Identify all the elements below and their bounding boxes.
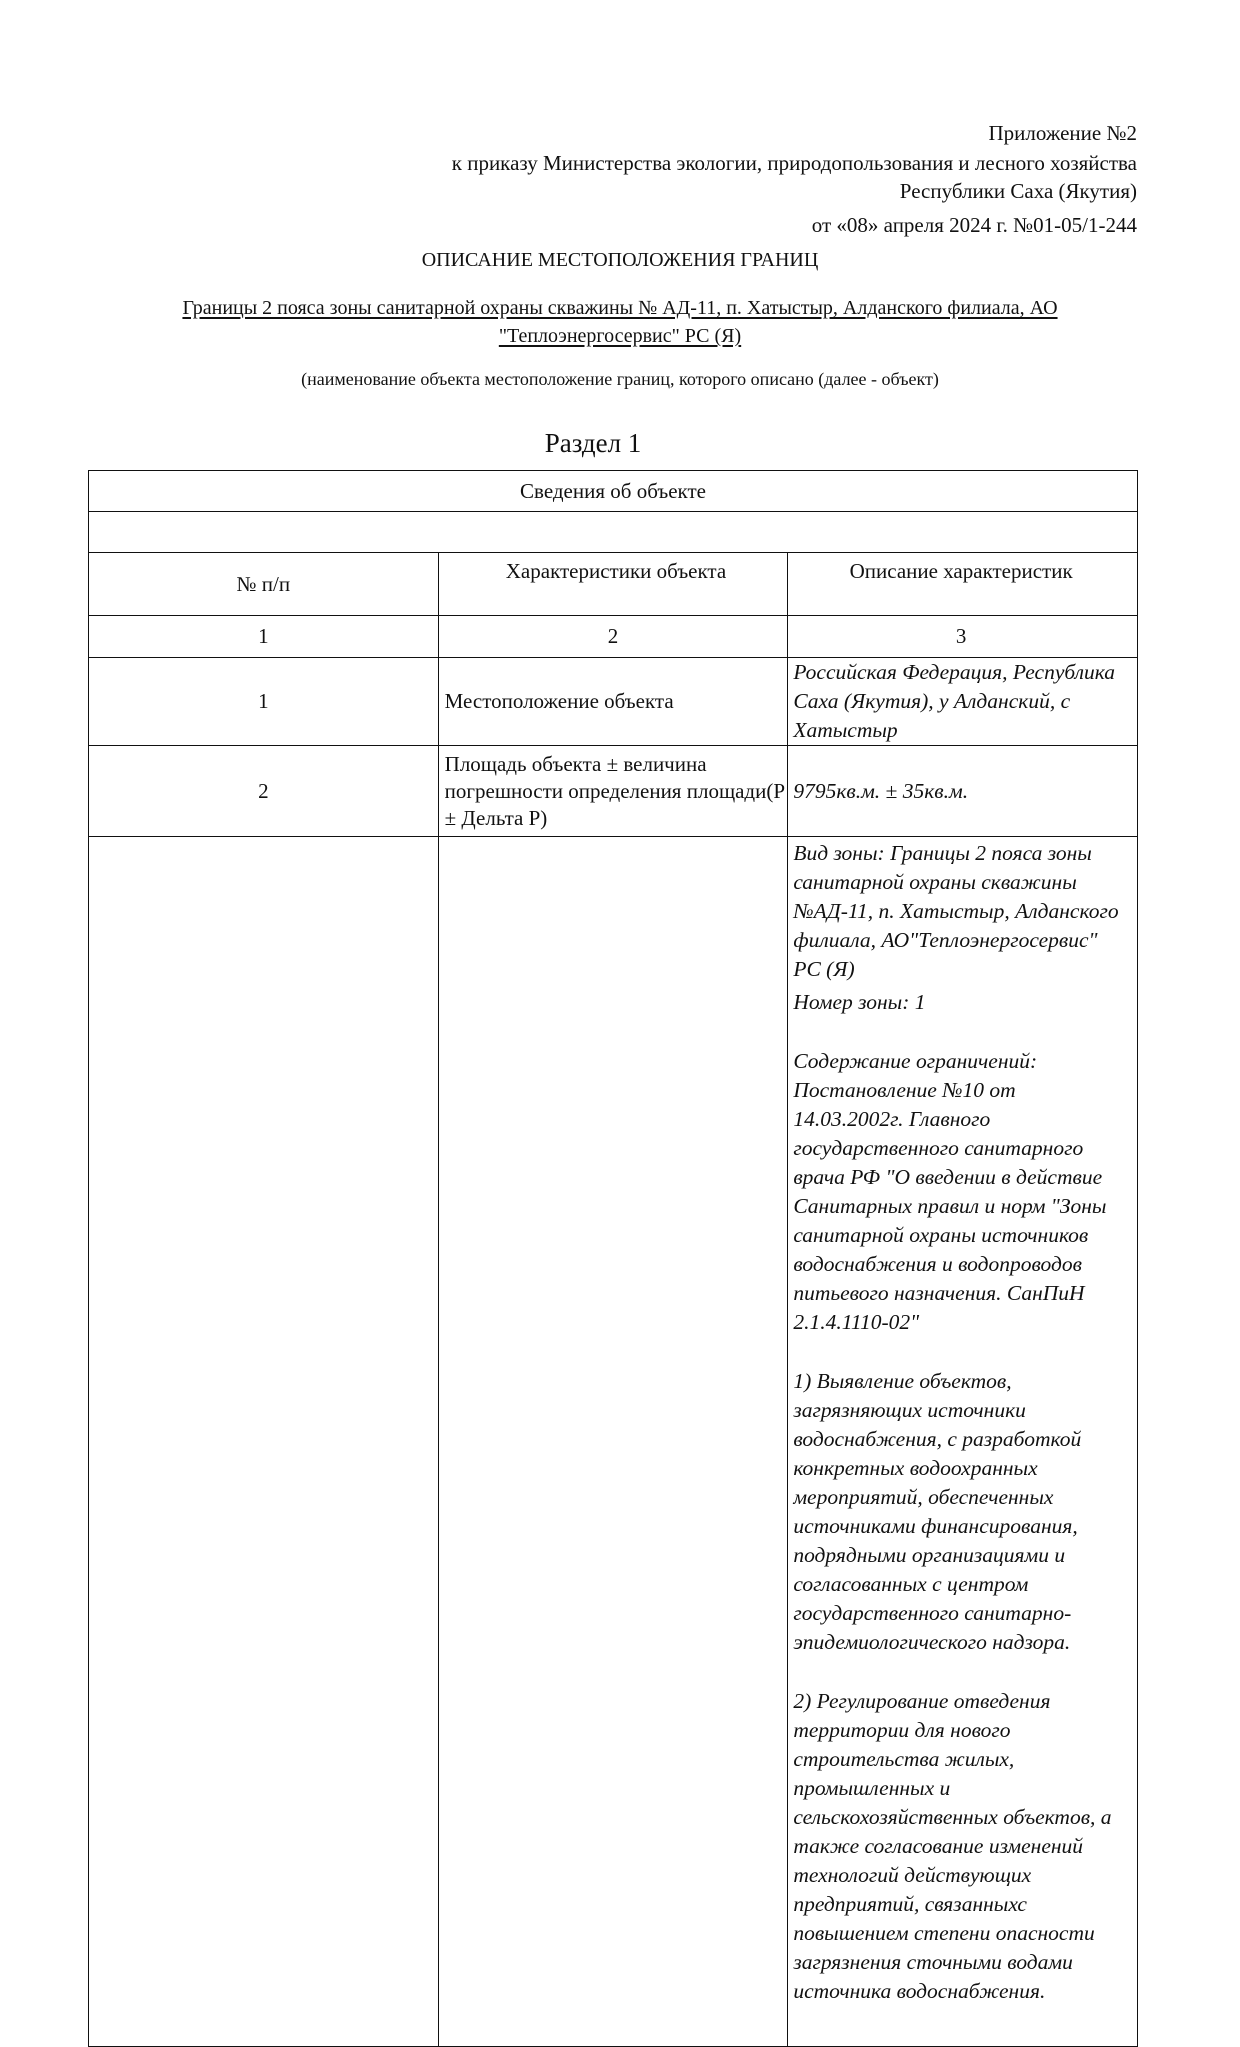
spacer xyxy=(793,1657,1129,1687)
restriction-item-2: 2) Регулирование отведения территории для нового строительства жилых, промышленных и сельскохозяйственных объектов, а также согласование изменений технологий действующих предприятий, связанныхс повышением степени опасности загрязнения сточными водами источника водоснабжения. xyxy=(793,1689,1112,2003)
zone-number: Номер зоны: 1 xyxy=(793,990,926,1014)
object-info-table-wrapper xyxy=(88,470,1138,2003)
object-info-table xyxy=(88,470,1138,2047)
object-name-line-2: "Теплоэнергосервис" РС (Я) xyxy=(498,325,742,347)
table-row-zone xyxy=(89,837,1138,2047)
table-header-row xyxy=(89,553,1138,616)
table-title: Сведения об объекте xyxy=(89,471,1138,512)
spacer xyxy=(793,1337,1129,1367)
table-empty-row xyxy=(89,512,1138,553)
table-row xyxy=(89,746,1138,837)
row-characteristic: Площадь объекта ± величина погрешности определения площади(Р ± Дельта Р) xyxy=(438,746,788,837)
header-description: Описание характеристик xyxy=(788,553,1138,616)
order-date: от «08» апреля 2024 г. №01-05/1-244 xyxy=(811,213,1137,237)
col-index-3: 3 xyxy=(788,616,1138,658)
column-index-row xyxy=(89,616,1138,658)
row-num-empty xyxy=(89,837,439,2047)
spacer xyxy=(793,1017,1129,1047)
object-name-line-1: Границы 2 пояса зоны санитарной охраны скважины № АД-11, п. Хатыстыр, Алданского филиала, АО xyxy=(182,297,1058,319)
document-title: ОПИСАНИЕ МЕСТОПОЛОЖЕНИЯ ГРАНИЦ xyxy=(421,249,819,271)
section-title: Раздел 1 xyxy=(544,428,642,458)
zone-description-cell xyxy=(788,837,1138,2047)
appendix-label: Приложение №2 xyxy=(988,121,1137,145)
row-description: Российская Федерация, Республика Саха (Якутия), у Алданский, с Хатыстыр xyxy=(788,658,1138,746)
empty-cell xyxy=(89,512,1138,553)
order-line-2: Республики Саха (Якутия) xyxy=(899,179,1137,203)
row-num: 2 xyxy=(89,746,439,837)
table-title-row xyxy=(89,471,1138,512)
row-num: 1 xyxy=(89,658,439,746)
row-characteristic: Местоположение объекта xyxy=(438,658,788,746)
header-num: № п/п xyxy=(89,553,439,616)
zone-type: Вид зоны: Границы 2 пояса зоны санитарной охраны скважины №АД-11, п. Хатыстыр, Алданского филиала, АО"Теплоэнергосервис" РС (Я) xyxy=(793,841,1119,981)
col-index-1: 1 xyxy=(89,616,439,658)
header-characteristics: Характеристики объекта xyxy=(438,553,788,616)
order-line-1: к приказу Министерства экологии, природопользования и лесного хозяйства xyxy=(451,151,1137,175)
row-characteristic-empty xyxy=(438,837,788,2047)
table-row xyxy=(89,658,1138,746)
restriction-item-1: 1) Выявление объектов, загрязняющих источники водоснабжения, с разработкой конкретных водоохранных мероприятий, обеспеченных источниками финансирования, подрядными организациями и согласованных с центром государственного санитарно-эпидемиологического надзора. xyxy=(793,1369,1082,1654)
zone-restrictions: Содержание ограничений: Постановление №10 от 14.03.2002г. Главного государственного санитарного врача РФ "О введении в действие Санитарных правил и норм "Зоны санитарной охраны источников водоснабжения и водопроводов питьевого назначения. СанПиН 2.1.4.1110-02" xyxy=(793,1049,1107,1334)
col-index-2: 2 xyxy=(438,616,788,658)
row-description: 9795кв.м. ± 35кв.м. xyxy=(788,746,1138,837)
object-name-caption: (наименование объекта местоположение границ, которого описано (далее - объект) xyxy=(301,369,939,389)
